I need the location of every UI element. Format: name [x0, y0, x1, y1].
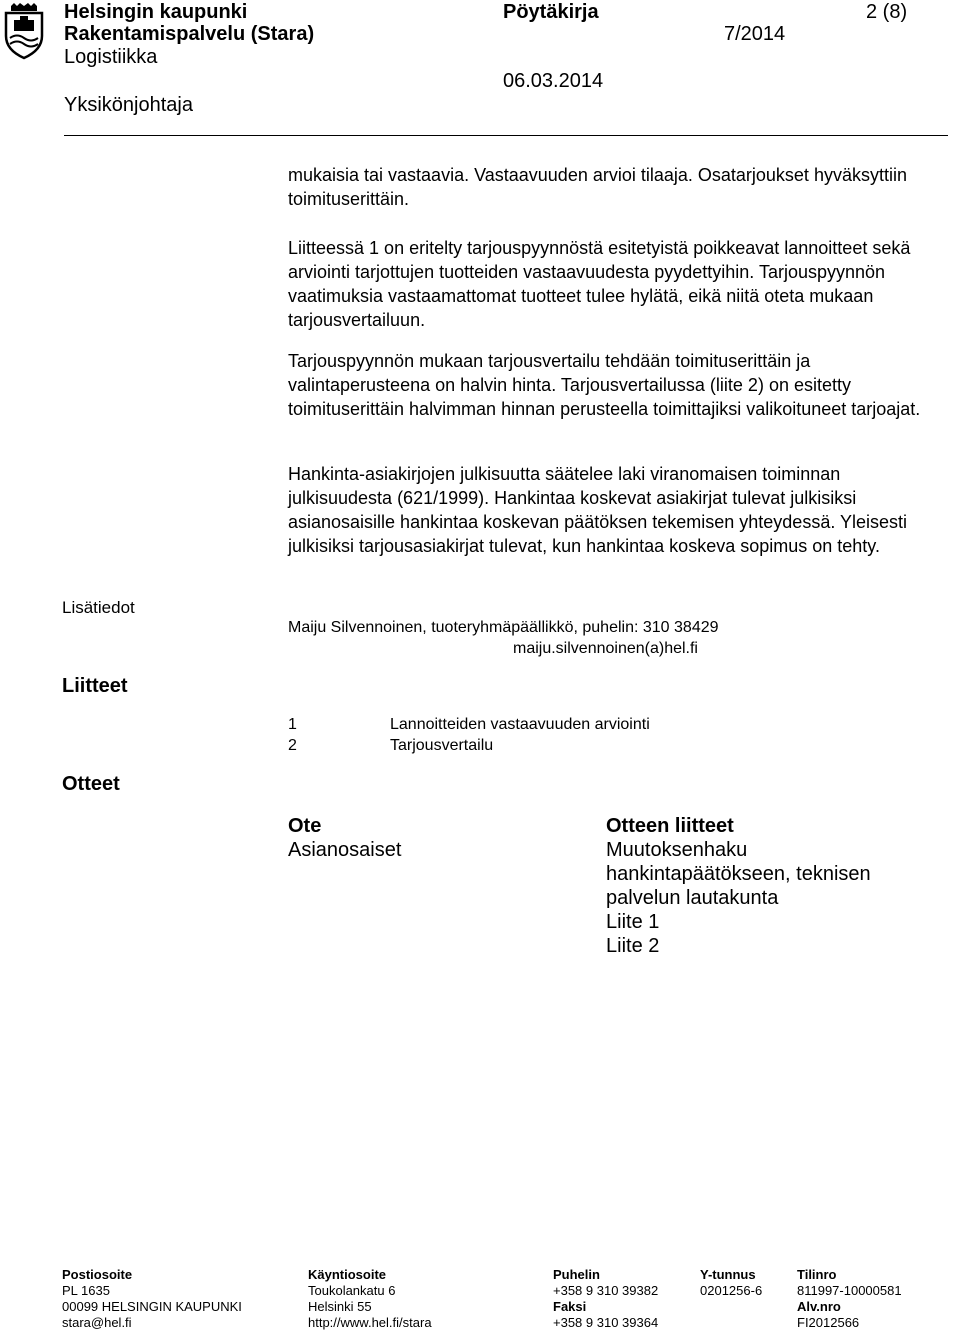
header-divider — [64, 135, 948, 136]
document-date: 06.03.2014 — [503, 70, 604, 92]
helsinki-crest-logo — [2, 2, 46, 60]
footer-fax: +358 9 310 39364 — [553, 1315, 659, 1330]
footer-fax-heading: Faksi — [553, 1299, 587, 1314]
ote-heading: Ote — [288, 815, 322, 837]
otteet-label: Otteet — [62, 773, 120, 795]
footer-visit-street: Toukolankatu 6 — [308, 1283, 396, 1298]
footer-account: 811997-10000581 — [797, 1283, 902, 1298]
otteen-liite-line: hankintapäätökseen, teknisen — [606, 863, 871, 885]
page-number: 2 (8) — [866, 1, 908, 23]
otteen-liite-line: palvelun lautakunta — [606, 887, 779, 909]
footer-business-id-heading: Y-tunnus — [700, 1267, 756, 1282]
attachment-number-1: 1 — [288, 716, 297, 733]
footer-postal-box: PL 1635 — [62, 1283, 110, 1298]
unit-name: Rakentamispalvelu (Stara) — [64, 23, 315, 45]
otteen-liite-line: Liite 1 — [606, 911, 660, 933]
footer-business-id: 0201256-6 — [700, 1283, 763, 1298]
document-number: 7/2014 — [724, 23, 786, 45]
otteen-liite-line: Muutoksenhaku — [606, 839, 748, 861]
footer-vat-heading: Alv.nro — [797, 1299, 841, 1314]
document-type: Pöytäkirja — [503, 1, 599, 23]
footer-website-link[interactable]: http://www.hel.fi/stara — [308, 1315, 432, 1330]
footer-phone: +358 9 310 39382 — [553, 1283, 659, 1298]
contact-person: Maiju Silvennoinen, tuoteryhmäpäällikkö, puhelin: 310 38429 — [288, 619, 719, 636]
attachment-title-1: Lannoitteiden vastaavuuden arviointi — [390, 716, 650, 733]
footer-phone-heading: Puhelin — [553, 1267, 600, 1282]
footer-postal-city: 00099 HELSINGIN KAUPUNKI — [62, 1299, 242, 1314]
org-name: Helsingin kaupunki — [64, 1, 248, 23]
attachment-title-2: Tarjousvertailu — [390, 737, 494, 754]
liitteet-label: Liitteet — [62, 675, 128, 697]
paragraph-1: mukaisia tai vastaavia. Vastaavuuden arvioi tilaaja. Osatarjoukset hyväksyttiin toimituserittäin. — [288, 165, 907, 209]
footer-postal-heading: Postiosoite — [62, 1267, 133, 1282]
lisatiedot-label: Lisätiedot — [62, 598, 135, 617]
department-name: Logistiikka — [64, 46, 158, 68]
otteen-liite-line: Liite 2 — [606, 935, 660, 957]
footer-email: stara@hel.fi — [62, 1315, 132, 1330]
paragraph-3: Tarjouspyynnön mukaan tarjousvertailu tehdään toimituserittäin ja valintaperusteena on halvin hinta. Tarjousvertailussa (liite 2) on esitetty toimituserittäin halvimman hinnan perusteella toimittajiksi valikoituneet tarjoajat. — [288, 351, 921, 419]
footer-visit-city: Helsinki 55 — [308, 1299, 372, 1314]
ote-recipients: Asianosaiset — [288, 839, 402, 861]
paragraph-2: Liitteessä 1 on eritelty tarjouspyynnöstä esitetyistä poikkeavat lannoitteet sekä arviointi tarjottujen tuotteiden vastaavuudesta pyydettyihin. Tarjouspyynnön vaatimuksia vastaamattomat tuotteet tulee hylätä, eikä niitä oteta mukaan tarjousvertailuun. — [288, 238, 911, 330]
contact-email: maiju.silvennoinen(a)hel.fi — [513, 640, 698, 657]
role-name: Yksikönjohtaja — [64, 94, 193, 116]
footer-visit-heading: Käyntiosoite — [308, 1267, 387, 1282]
paragraph-4: Hankinta-asiakirjojen julkisuutta säätelee laki viranomaisen toiminnan julkisuudesta (621/1999). Hankintaa koskevat asiakirjat tulevat julkisiksi asianosaisille hankintaa koskevan päätöksen tekemisen yhteydessä. Yleisesti julkisiksi tarjousasiakirjat tulevat, kun hankintaa koskeva sopimus on tehty. — [288, 464, 908, 556]
footer-account-heading: Tilinro — [797, 1267, 837, 1282]
otteen-liitteet-heading: Otteen liitteet — [606, 815, 734, 837]
footer-vat: FI2012566 — [797, 1315, 860, 1330]
attachment-number-2: 2 — [288, 737, 297, 754]
